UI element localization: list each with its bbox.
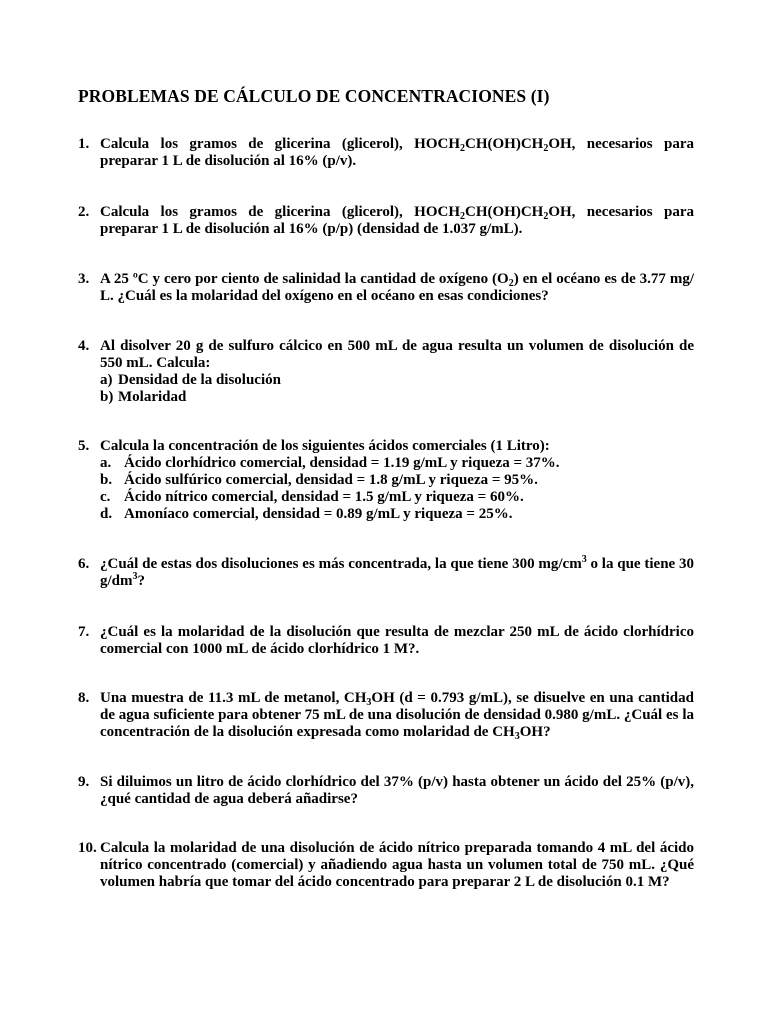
problem-text: ¿Cuál de estas dos disoluciones es más concentrada, la que tiene 300 $mg/cm^3$ o la que tiene 30 $g/dm^3$? — [100, 554, 694, 589]
problem-number: 7. — [78, 624, 90, 640]
problem-10 — [78, 840, 694, 891]
problem-number: 4. — [78, 338, 90, 354]
problem-text: Calcula la concentración de los siguientes ácidos comerciales (1 Litro): — [100, 438, 550, 454]
problem-1 — [78, 136, 694, 170]
problem-number: 9. — [78, 774, 90, 790]
page-title: PROBLEMAS DE CÁLCULO DE CONCENTRACIONES (I) — [78, 86, 550, 106]
problem-text: Una muestra de 11.3 mL de metanol, $CH_3OH$ (d = 0.793 g/mL), se disuelve en una cantidad de agua suficiente para obtener 75 mL de una disolución de densidad 0.980 g/mL. ¿Cuál es la concentración de la disolución expresada como molaridad de $CH_3OH$? — [100, 690, 694, 742]
problem-number: 10. — [78, 840, 97, 856]
problem-4 — [78, 338, 694, 406]
problem-text: ¿Cuál es la molaridad de la disolución que resulta de mezclar 250 mL de ácido clorhídrico comercial con 1000 mL de ácido clorhídrico 1 M?. — [100, 624, 694, 657]
problem-9 — [78, 774, 694, 808]
list-item: b. Ácido sulfúrico comercial, densidad = 1.8 g/mL y riqueza = 95%. — [100, 472, 538, 488]
problem-text: Calcula los gramos de glicerina (glicerol), $HOCH_2CH(OH)CH_2OH$, necesarios para preparar 1 L de disolución al 16% (p/p) (densidad de 1.037 g/mL). — [100, 204, 694, 237]
list-item: a) Densidad de la disolución — [100, 372, 281, 388]
problem-number: 1. — [78, 136, 90, 152]
problem-8 — [78, 690, 694, 741]
problem-number: 6. — [78, 556, 90, 572]
problem-text: A 25 ºC y cero por ciento de salinidad la cantidad de oxígeno $(O_2)$ en el océano es de 3.77 mg/ L. ¿Cuál es la molaridad del oxígeno en el océano en esas condiciones? — [100, 271, 694, 304]
problem-text: Calcula la molaridad de una disolución de ácido nítrico preparada tomando 4 mL del ácido nítrico concentrado (comercial) y añadiendo agua hasta un volumen total de 750 mL. ¿Qué volumen habría que tomar del ácido concentrado para preparar 2 L de disolución 0.1 M? — [100, 840, 694, 890]
problem-text: Al disolver 20 g de sulfuro cálcico en 500 mL de agua resulta un volumen de disolución de 550 mL. Calcula: — [100, 338, 694, 371]
problem-6 — [78, 556, 694, 590]
problem-number: 3. — [78, 271, 90, 287]
problem-number: 5. — [78, 438, 90, 454]
problem-text: Calcula los gramos de glicerina (glicerol), $HOCH_2CH(OH)CH_2OH$, necesarios para preparar 1 L de disolución al 16% (p/v). — [100, 136, 694, 169]
problem-7 — [78, 624, 694, 658]
problem-number: 2. — [78, 204, 90, 220]
list-item: c. Ácido nítrico comercial, densidad = 1.5 g/mL y riqueza = 60%. — [100, 489, 524, 505]
list-item: d. Amoníaco comercial, densidad = 0.89 g/mL y riqueza = 25%. — [100, 506, 513, 522]
problem-3 — [78, 271, 694, 305]
list-item: a. Ácido clorhídrico comercial, densidad = 1.19 g/mL y riqueza = 37%. — [100, 455, 560, 471]
problem-text: Si diluimos un litro de ácido clorhídrico del 37% (p/v) hasta obtener un ácido del 25% (p/v), ¿qué cantidad de agua deberá añadirse? — [100, 774, 694, 807]
problem-5 — [78, 438, 694, 523]
list-item: b) Molaridad — [100, 389, 187, 405]
problem-2 — [78, 204, 694, 238]
problem-number: 8. — [78, 690, 90, 706]
